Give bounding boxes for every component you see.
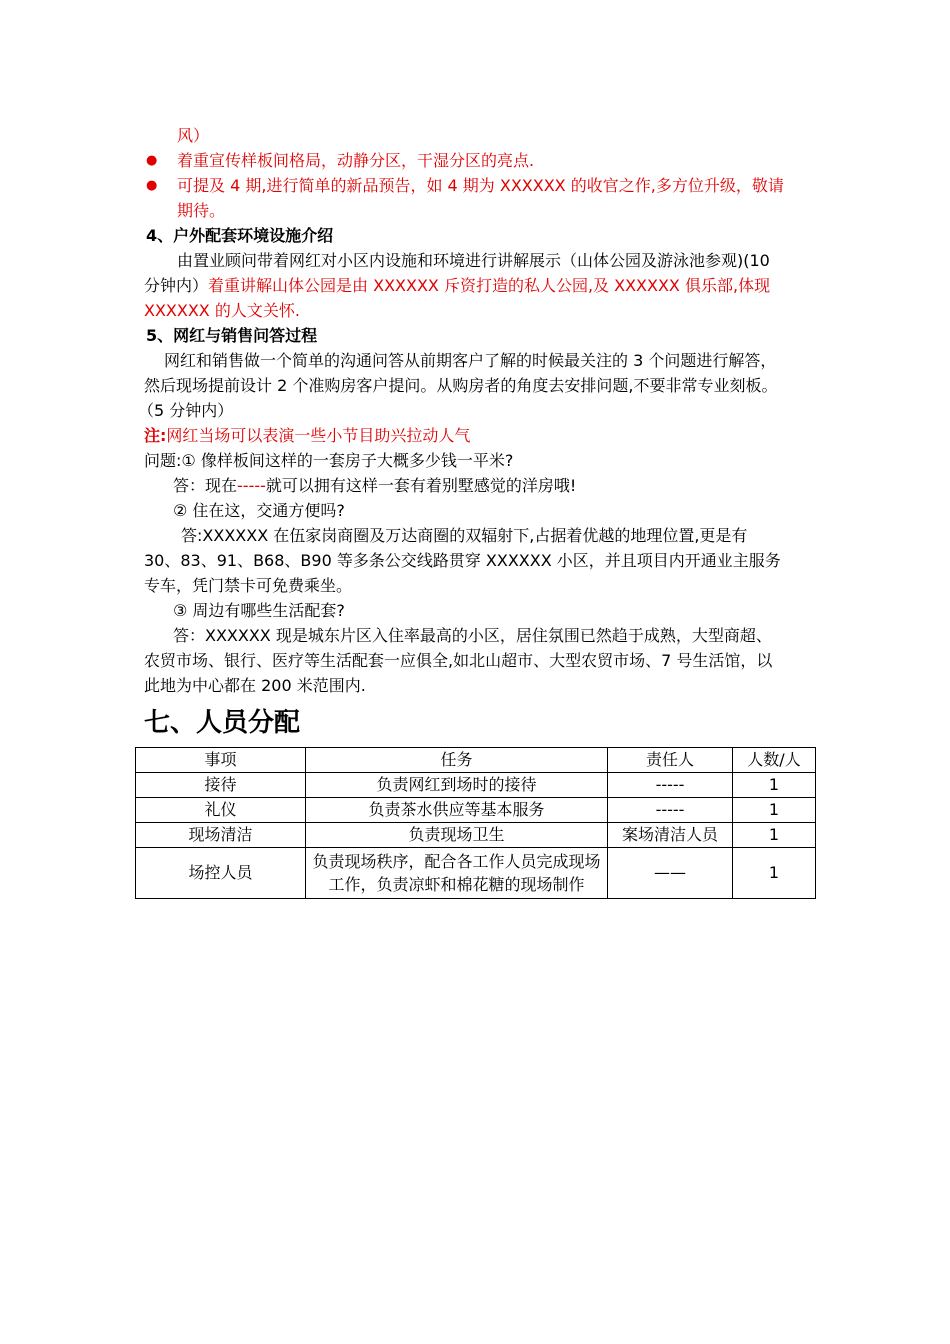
column-header: 人数/人 [733,748,816,773]
note [144,426,470,446]
column-header: 任务 [306,748,608,773]
table-cell: 案场清洁人员 [608,823,733,848]
bullet-item: 着重宣传样板间格局，动静分区，干湿分区的亮点. [177,151,535,170]
table-row [136,773,816,798]
text-line: 网红和销售做一个简单的沟通问答从前期客户了解的时候最关注的 3 个问题进行解答， [164,351,777,370]
table-cell: 礼仪 [136,798,306,823]
answer: 此地为中心都在 200 米范围内. [144,676,366,695]
table-cell: ----- [608,798,733,823]
table-cell: 1 [733,848,816,899]
text-line: 由置业顾问带着网红对小区内设施和环境进行讲解展示（山体公园及游泳池参观)(10 [177,251,770,270]
table-cell: 负责网红到场时的接待 [306,773,608,798]
answer: 农贸市场、银行、医疗等生活配套一应俱全,如北山超市、大型农贸市场、7 号生活馆，以 [144,651,773,670]
answer: 答：XXXXXX 现是城东片区入住率最高的小区，居住氛围已然趋于成熟，大型商超、 [173,626,772,645]
subsection-heading: 4、户外配套环境设施介绍 [146,226,334,245]
table-cell: 负责茶水供应等基本服务 [306,798,608,823]
answer [173,476,576,496]
highlight-text: 着重讲解山体公园是由 XXXXXX 斥资打造的私人公园,及 XXXXXX 俱乐部,体现 [208,276,771,295]
bullet-icon: ● [146,178,158,193]
table-cell: —— [608,848,733,899]
table-cell: 1 [733,823,816,848]
note-text: 网红当场可以表演一些小节目助兴拉动人气 [166,426,471,445]
question: ③ 周边有哪些生活配套? [173,601,345,620]
text-span: 分钟内） [144,276,209,295]
table-cell: 1 [733,798,816,823]
question: ② 住在这，交通方便吗? [173,501,345,520]
table-cell: 负责现场秩序，配合各工作人员完成现场工作，负责凉虾和棉花糖的现场制作 [306,848,608,899]
highlight-text: ----- [237,476,266,495]
table-row [136,823,816,848]
answer-text: 就可以拥有这样一套有着别墅感觉的洋房哦! [265,476,577,495]
column-header: 事项 [136,748,306,773]
bullet-item-continued: 期待。 [177,201,226,220]
table-cell: 场控人员 [136,848,306,899]
answer: 答:XXXXXX 在伍家岗商圈及万达商圈的双辐射下,占据着优越的地理位置,更是有 [181,526,748,545]
table-cell: 接待 [136,773,306,798]
question: 问题:① 像样板间这样的一套房子大概多少钱一平米? [144,451,514,470]
text-line: 风） [177,126,210,145]
staff-table [135,747,816,899]
table-cell: 现场清洁 [136,823,306,848]
table-cell: ----- [608,773,733,798]
subsection-heading: 5、网红与销售问答过程 [146,326,318,345]
bullet-item: 可提及 4 期,进行简单的新品预告，如 4 期为 XXXXXX 的收官之作,多方位升级，敬请 [177,176,784,195]
bullet-icon: ● [146,153,158,168]
table-cell: 负责现场卫生 [306,823,608,848]
answer: 30、83、91、B68、B90 等多条公交线路贯穿 XXXXXX 小区，并且项目内开通业主服务 [144,551,781,570]
text-line [144,276,770,296]
answer: 专车，凭门禁卡可免费乘坐。 [144,576,353,595]
column-header: 责任人 [608,748,733,773]
section-title: 七、人员分配 [144,708,301,738]
highlight-text: XXXXXX 的人文关怀. [144,301,300,320]
answer-text: 答：现在 [173,476,238,495]
table-cell: 1 [733,773,816,798]
table-row [136,848,816,899]
table-header-row [136,748,816,773]
note-label: 注: [144,426,167,445]
table-row [136,798,816,823]
text-line: 然后现场提前设计 2 个准购房客户提问。从购房者的角度去安排问题,不要非常专业刻板。 [144,376,778,395]
text-line: （5 分钟内） [138,401,234,420]
